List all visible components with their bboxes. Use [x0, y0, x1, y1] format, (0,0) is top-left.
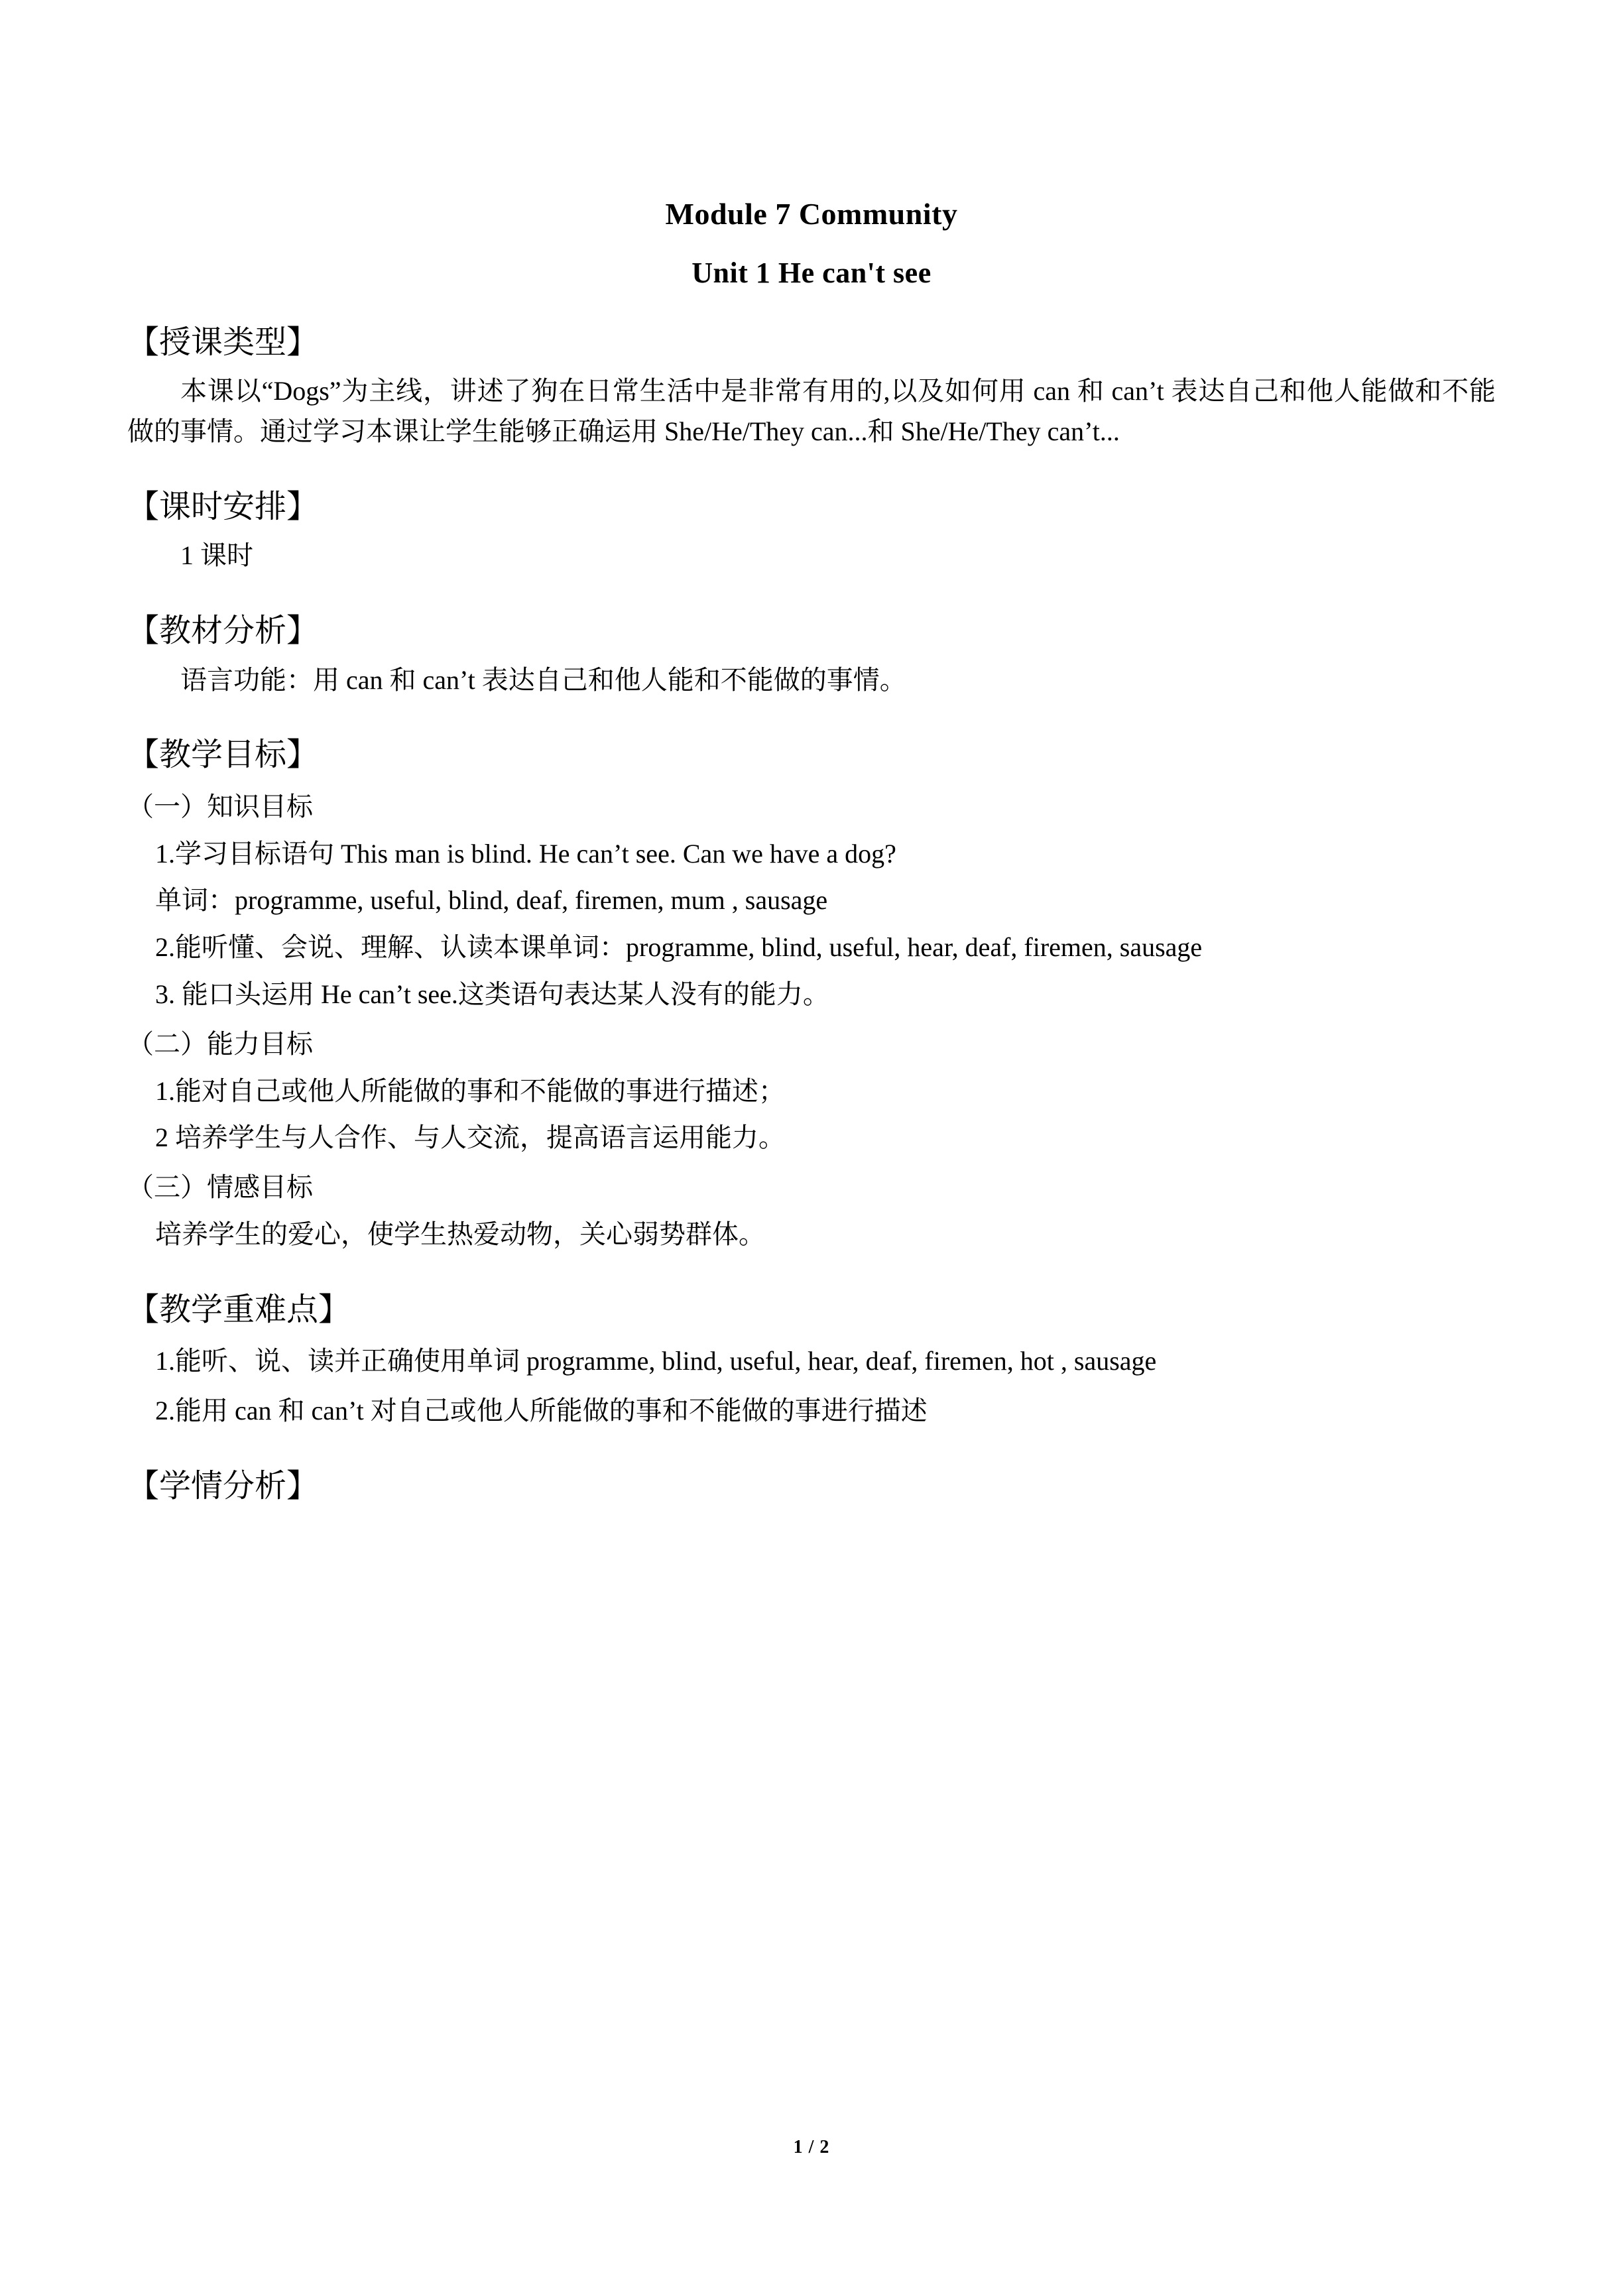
heading-student-analysis: 【学情分析】 — [127, 1468, 319, 1504]
heading-material-analysis: 【教材分析】 — [127, 613, 319, 649]
knowledge-objective-item-1: 1.学习目标语句 This man is blind. He can’t see. Can we have a dog? — [155, 838, 896, 869]
paragraph-material-analysis: 语言功能：用 can 和 can’t 表达自己和他人能和不能做的事情。 — [180, 664, 906, 695]
knowledge-objective-item-3: 3. 能口头运用 He can’t see.这类语句表达某人没有的能力。 — [155, 979, 829, 1009]
ability-objective-item-1: 1.能对自己或他人所能做的事和不能做的事进行描述； — [155, 1075, 785, 1106]
page-title: Module 7 Community — [665, 197, 958, 231]
knowledge-objective-item-2: 2.能听懂、会说、理解、认读本课单词：programme, blind, useful, hear, deaf, firemen, sausage — [155, 932, 1203, 963]
key-difficulty-item-2: 2.能用 can 和 can’t 对自己或他人所能做的事和不能做的事进行描述 — [155, 1395, 928, 1425]
label-knowledge-objective: （一）知识目标 — [127, 791, 313, 821]
emotion-objective-item-1: 培养学生的爱心，使学生热爱动物，关心弱势群体。 — [155, 1219, 765, 1249]
knowledge-objective-words: 单词：programme, useful, blind, deaf, firemen, mum , sausage — [155, 885, 828, 916]
paragraph-lesson-type: 本课以“Dogs”为主线，讲述了狗在日常生活中是非常有用的,以及如何用 can 和 can’t 表达自己和他人能做和不能做的事情。通过学习本课让学生能够正确运用 She/He/They can...和 She/He/They can’t... — [127, 376, 1496, 447]
page-subtitle: Unit 1 He can't see — [691, 257, 932, 289]
heading-lesson-type: 【授课类型】 — [127, 325, 319, 360]
page-number-footer: 1 / 2 — [793, 2137, 830, 2157]
ability-objective-item-2: 2 培养学生与人合作、与人交流，提高语言运用能力。 — [155, 1122, 785, 1153]
key-difficulty-item-1: 1.能听、说、读并正确使用单词 programme, blind, useful, hear, deaf, firemen, hot , sausage — [155, 1346, 1157, 1376]
label-emotion-objective: （三）情感目标 — [127, 1172, 313, 1203]
heading-teaching-objectives: 【教学目标】 — [127, 737, 319, 773]
label-ability-objective: （二）能力目标 — [127, 1028, 313, 1059]
heading-class-hours: 【课时安排】 — [127, 489, 319, 524]
heading-key-difficulties: 【教学重难点】 — [127, 1292, 351, 1327]
paragraph-class-hours: 1 课时 — [180, 540, 253, 571]
